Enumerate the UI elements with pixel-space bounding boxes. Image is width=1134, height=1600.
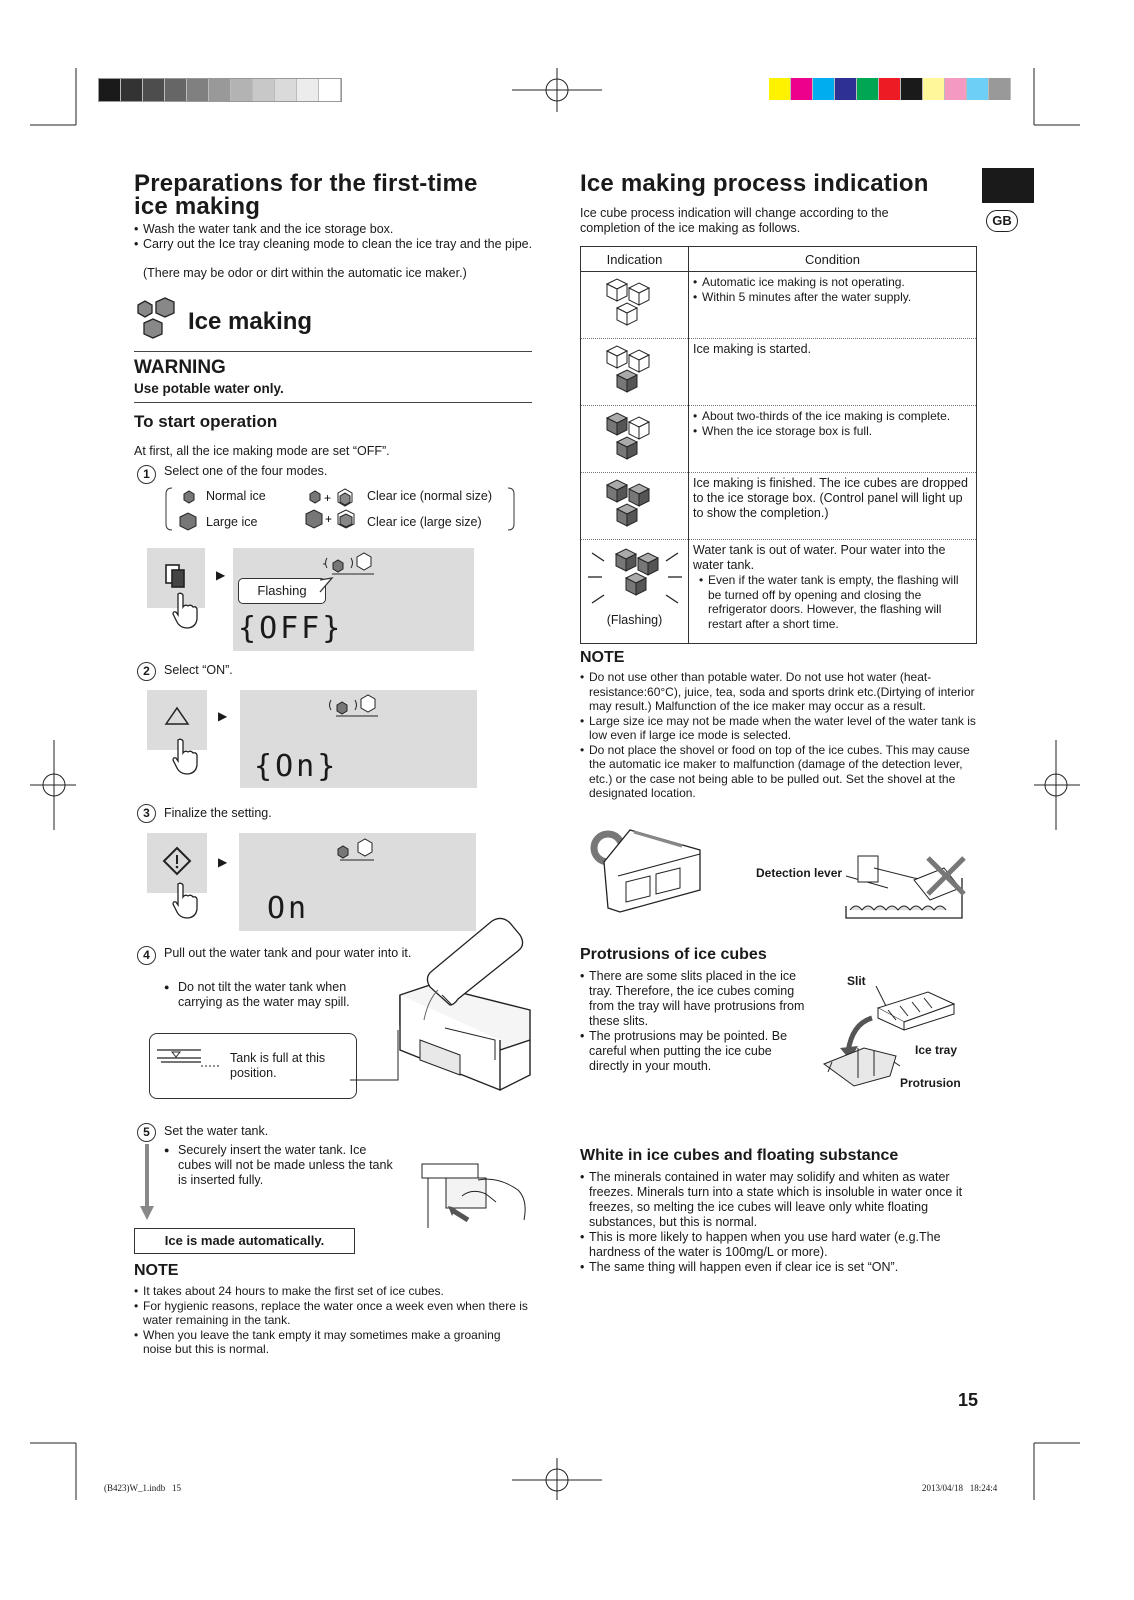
down-arrow bbox=[140, 1144, 154, 1220]
water-level-icon bbox=[155, 1046, 221, 1070]
prep-paren: (There may be odor or dirt within the automatic ice maker.) bbox=[143, 266, 467, 280]
step-5-number: 5 bbox=[137, 1123, 156, 1142]
start-operation-title: To start operation bbox=[134, 412, 278, 431]
prep-bullets bbox=[134, 222, 534, 252]
list-item: • Even if the water tank is empty, the flashing will be turned off by opening and closing the refrigerator doors. However, the flashing will restart after a short time. bbox=[699, 573, 972, 631]
table-row bbox=[581, 473, 977, 540]
svg-text:+: + bbox=[325, 512, 333, 526]
ice-tray-illustration bbox=[818, 978, 958, 1086]
flashing-label: (Flashing) bbox=[606, 613, 663, 627]
list-item: • The protrusions may be pointed. Be careful when putting the ice cube directly in your mouth. bbox=[580, 1029, 805, 1074]
row-text: Ice making is finished. The ice cubes are dropped to the ice storage box. (Control panel will light up to show the completion.) bbox=[693, 476, 968, 520]
mode-large: Large ice bbox=[206, 515, 258, 529]
display-off-value: OFF bbox=[259, 611, 323, 646]
slit-label: Slit bbox=[847, 974, 866, 988]
white-bullets bbox=[580, 1170, 975, 1275]
mode-button-icon bbox=[164, 563, 190, 589]
list-item: • There are some slits placed in the ice tray. Therefore, the ice cubes coming from the tray will have protrusions from these slits. bbox=[580, 969, 805, 1029]
left-notes bbox=[134, 1284, 529, 1357]
protrusions-title: Protrusions of ice cubes bbox=[580, 946, 767, 963]
list-item: • Large size ice may not be made when the water level of the water tank is low even if large ice mode is selected. bbox=[580, 714, 978, 743]
set-diamond-icon bbox=[162, 846, 192, 876]
mode-clear-large: Clear ice (large size) bbox=[367, 515, 482, 529]
shovel-ng-illustration bbox=[844, 848, 968, 922]
mode-clear-normal: Clear ice (normal size) bbox=[367, 489, 493, 503]
right-note-title: NOTE bbox=[580, 649, 625, 666]
auto-box bbox=[134, 1228, 355, 1254]
step-4-number: 4 bbox=[137, 946, 156, 965]
clear-ice-large-icon bbox=[304, 509, 358, 531]
language-tab bbox=[982, 168, 1034, 203]
list-item: • Do not place the shovel or food on top of the ice cubes. This may cause the automatic ice maker to malfunction (damage of the detection lever, etc.) or the case not being able to be pulled out. Set the shovel at the designated location. bbox=[580, 743, 978, 801]
protrusion-label: Protrusion bbox=[900, 1076, 961, 1090]
list-item: • About two-thirds of the ice making is complete. bbox=[693, 409, 972, 424]
list-item: • For hygienic reasons, replace the water once a week even when there is water remaining in the tank. bbox=[134, 1299, 529, 1328]
finger-press-icon-3 bbox=[170, 882, 200, 918]
table-row bbox=[581, 540, 977, 644]
flashing-ice-icon-2 bbox=[327, 694, 379, 720]
gb-badge: GB bbox=[986, 210, 1018, 232]
page-number: 15 bbox=[958, 1390, 979, 1410]
list-item: ● Securely insert the water tank. Ice cubes will not be made unless the tank is inserted fully. bbox=[164, 1143, 394, 1188]
svg-text:+: + bbox=[324, 491, 332, 505]
step-1-number: 1 bbox=[137, 465, 156, 484]
shovel-ok-illustration bbox=[590, 826, 706, 918]
list-item: ● Do not tilt the water tank when carrying as the water may spill. bbox=[164, 980, 354, 1010]
list-item: • When you leave the tank empty it may sometimes make a groaning noise but this is normal. bbox=[134, 1328, 529, 1357]
ice-tray-label: Ice tray bbox=[915, 1043, 958, 1057]
mode-normal: Normal ice bbox=[206, 489, 266, 503]
prep-title: Preparations for the first-time ice making bbox=[134, 170, 478, 220]
indication-table bbox=[580, 246, 977, 644]
callout-pointer bbox=[320, 578, 334, 594]
table-row bbox=[581, 272, 977, 339]
table-row bbox=[581, 406, 977, 473]
row-text: Water tank is out of water. Pour water into the water tank. bbox=[693, 543, 946, 572]
auto-text: Ice is made automatically. bbox=[164, 1233, 325, 1248]
cubes-icon bbox=[605, 277, 665, 333]
up-triangle-icon bbox=[164, 706, 190, 726]
row-text: Ice making is started. bbox=[693, 342, 812, 356]
large-ice-icon bbox=[178, 512, 198, 532]
step-2-text: Select “ON”. bbox=[164, 663, 233, 677]
list-item: • Do not use other than potable water. Do not use hot water (heat-resistance:60°C), juice, tea, soda and sports drink etc.(Dirtying of interior may result.) Malfunction of the ice maker may occur as a result. bbox=[580, 670, 978, 714]
white-title: White in ice cubes and floating substance bbox=[580, 1147, 899, 1164]
list-item: • This is more likely to happen when you use hard water (e.g.The hardness of the water is 100mg/L or more). bbox=[580, 1230, 975, 1260]
detection-lever-label: Detection lever bbox=[756, 866, 843, 880]
step-5-text: Set the water tank. bbox=[164, 1124, 269, 1138]
start-intro: At first, all the ice making mode are set “OFF”. bbox=[134, 444, 390, 458]
table-row bbox=[581, 339, 977, 406]
right-notes bbox=[580, 670, 978, 801]
step-5-bullets bbox=[164, 1143, 394, 1188]
cubes-icon bbox=[605, 478, 665, 534]
flashing-callout bbox=[238, 578, 326, 604]
list-item: • Carry out the Ice tray cleaning mode to clean the ice tray and the pipe. bbox=[134, 237, 534, 252]
list-item: • The same thing will happen even if clear ice is set “ON”. bbox=[580, 1260, 975, 1275]
list-item: • Wash the water tank and the ice storage box. bbox=[134, 222, 534, 237]
step-4-bullets bbox=[164, 980, 354, 1010]
flashing-cubes-icon bbox=[588, 547, 682, 607]
tank-full-text: Tank is full at this position. bbox=[230, 1051, 326, 1080]
normal-ice-icon bbox=[182, 490, 196, 504]
step-4-text: Pull out the water tank and pour water into it. bbox=[164, 946, 412, 960]
flashing-ice-icon bbox=[323, 552, 375, 578]
finger-press-icon-2 bbox=[170, 738, 200, 774]
display-on-text: On bbox=[267, 891, 310, 926]
cubes-icon bbox=[605, 344, 665, 400]
step-3-text: Finalize the setting. bbox=[164, 806, 272, 820]
list-item: • It takes about 24 hours to make the first set of ice cubes. bbox=[134, 1284, 529, 1299]
finger-press-icon bbox=[170, 592, 200, 628]
water-tank-illustration bbox=[350, 950, 540, 1100]
list-item: • Within 5 minutes after the water supply. bbox=[693, 290, 972, 305]
ice-making-title: Ice making bbox=[188, 308, 313, 335]
list-item: • The minerals contained in water may solidify and whiten as water freezes. Minerals turn into a state which is insoluble in water once it freezes, so melting the ice cubes will leave only white floating substances, but this is normal. bbox=[580, 1170, 975, 1230]
left-note-title: NOTE bbox=[134, 1262, 179, 1279]
step-1-text: Select one of the four modes. bbox=[164, 464, 328, 478]
display-on-value: On bbox=[275, 749, 318, 784]
list-item: • Automatic ice making is not operating. bbox=[693, 275, 972, 290]
footer-date: 2013/04/18 18:24:4 bbox=[922, 1483, 998, 1493]
step-3-number: 3 bbox=[137, 804, 156, 823]
table-header-indication: Indication bbox=[581, 247, 689, 272]
footer-file: (B423)W_1.indb 15 bbox=[104, 1483, 181, 1493]
flashing-label: Flashing bbox=[257, 583, 307, 598]
process-title: Ice making process indication bbox=[580, 170, 929, 197]
table-header-condition: Condition bbox=[689, 247, 977, 272]
display-on-flashing-text: {On} bbox=[254, 749, 339, 784]
protrusions-bullets bbox=[580, 969, 805, 1074]
list-item: • When the ice storage box is full. bbox=[693, 424, 972, 439]
clear-ice-normal-icon bbox=[308, 488, 358, 508]
warning-title: WARNING bbox=[134, 357, 226, 378]
cubes-icon bbox=[605, 411, 665, 467]
insert-tank-illustration bbox=[418, 1158, 530, 1230]
set-ice-icon bbox=[336, 838, 378, 864]
process-intro: Ice cube process indication will change according to the completion of the ice making as follows. bbox=[580, 206, 889, 235]
display-off-text: {OFF} bbox=[238, 611, 344, 646]
warning-text: Use potable water only. bbox=[134, 381, 284, 396]
step-2-number: 2 bbox=[137, 662, 156, 681]
ice-cubes-icon bbox=[134, 297, 182, 345]
